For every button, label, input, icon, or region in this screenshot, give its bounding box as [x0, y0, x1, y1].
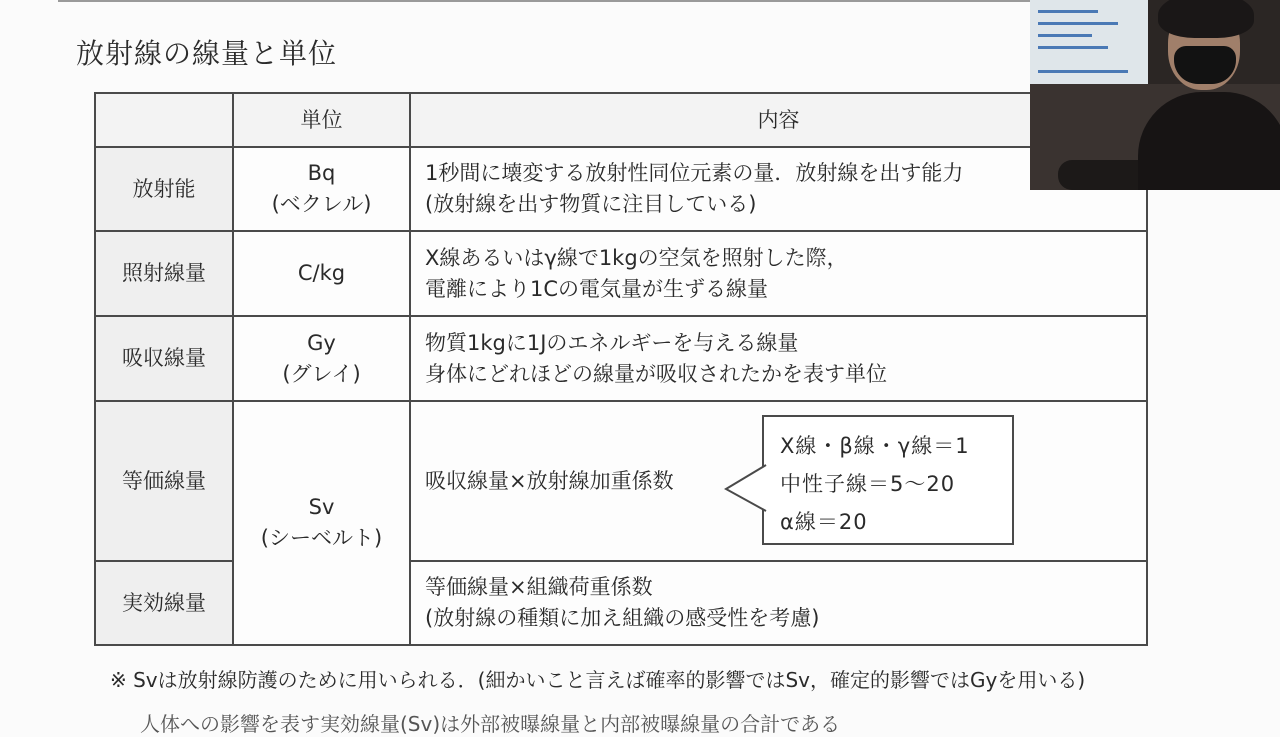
slide-top-rule	[58, 0, 1058, 2]
weighting-factor-callout	[762, 415, 1014, 545]
row-name-equivalent: 等価線量	[95, 401, 233, 561]
unit-reading: (シーベルト)	[260, 526, 383, 550]
callout-line: 中性子線＝5〜20	[780, 472, 956, 496]
table-row	[95, 316, 1147, 401]
header-unit: 単位	[233, 93, 410, 147]
unit-symbol: C/kg	[297, 261, 346, 285]
content-line: 物質1kgに1Jのエネルギーを与える線量	[425, 330, 799, 355]
presenter-body	[1138, 92, 1280, 190]
row-name-exposure: 照射線量	[95, 231, 233, 316]
row-unit-sv	[233, 401, 410, 645]
header-content: 内容	[410, 93, 1147, 147]
footnote: ※ Svは放射線防護のために用いられる．(細かいこと言えば確率的影響ではSv，確定的影響ではGyを用いる)	[110, 668, 1086, 692]
row-name-absorbed: 吸収線量	[95, 316, 233, 401]
dose-unit-table	[94, 92, 1148, 646]
content-line: (放射線を出す物質に注目している)	[425, 192, 757, 216]
slide-title: 放射線の線量と単位	[76, 37, 338, 70]
table-header-row	[95, 93, 1147, 147]
unit-symbol: Sv	[308, 495, 335, 519]
footnote-cut-off: 人体への影響を表す実効線量(Sv)は外部被曝線量と内部被曝線量の合計である	[140, 712, 841, 736]
row-unit-ckg	[233, 231, 410, 316]
table-row	[95, 147, 1147, 231]
table-row	[95, 231, 1147, 316]
callout-line: X線・β線・γ線＝1	[780, 434, 970, 458]
unit-reading: (グレイ)	[282, 361, 361, 386]
content-line: 等価線量×組織荷重係数	[425, 575, 653, 599]
row-content-absorbed	[410, 316, 1147, 401]
unit-symbol: Gy	[307, 330, 336, 355]
content-line: 吸収線量×放射線加重係数	[425, 468, 674, 493]
unit-symbol: Bq	[307, 161, 336, 185]
content-line: 1秒間に壊変する放射性同位元素の量．放射線を出す能力	[425, 161, 964, 185]
row-name-effective: 実効線量	[95, 561, 233, 645]
content-line: (放射線の種類に加え組織の感受性を考慮)	[425, 606, 820, 630]
row-unit-bq	[233, 147, 410, 231]
row-content-exposure	[410, 231, 1147, 316]
content-line: 身体にどれほどの線量が吸収されたかを表す単位	[425, 361, 887, 386]
face-mask	[1174, 46, 1236, 84]
content-line: X線あるいはγ線で1kgの空気を照射した際，	[425, 245, 848, 270]
content-line: 電離により1Cの電気量が生ずる線量	[425, 276, 769, 301]
row-name-radioactivity: 放射能	[95, 147, 233, 231]
callout-line: α線＝20	[780, 510, 868, 534]
unit-reading: (ベクレル)	[271, 192, 372, 216]
header-blank	[95, 93, 233, 147]
row-content-effective	[410, 561, 1147, 645]
callout-pointer	[724, 463, 768, 513]
presenter-webcam	[1030, 0, 1280, 190]
row-unit-gy	[233, 316, 410, 401]
projected-screen	[1030, 0, 1148, 84]
